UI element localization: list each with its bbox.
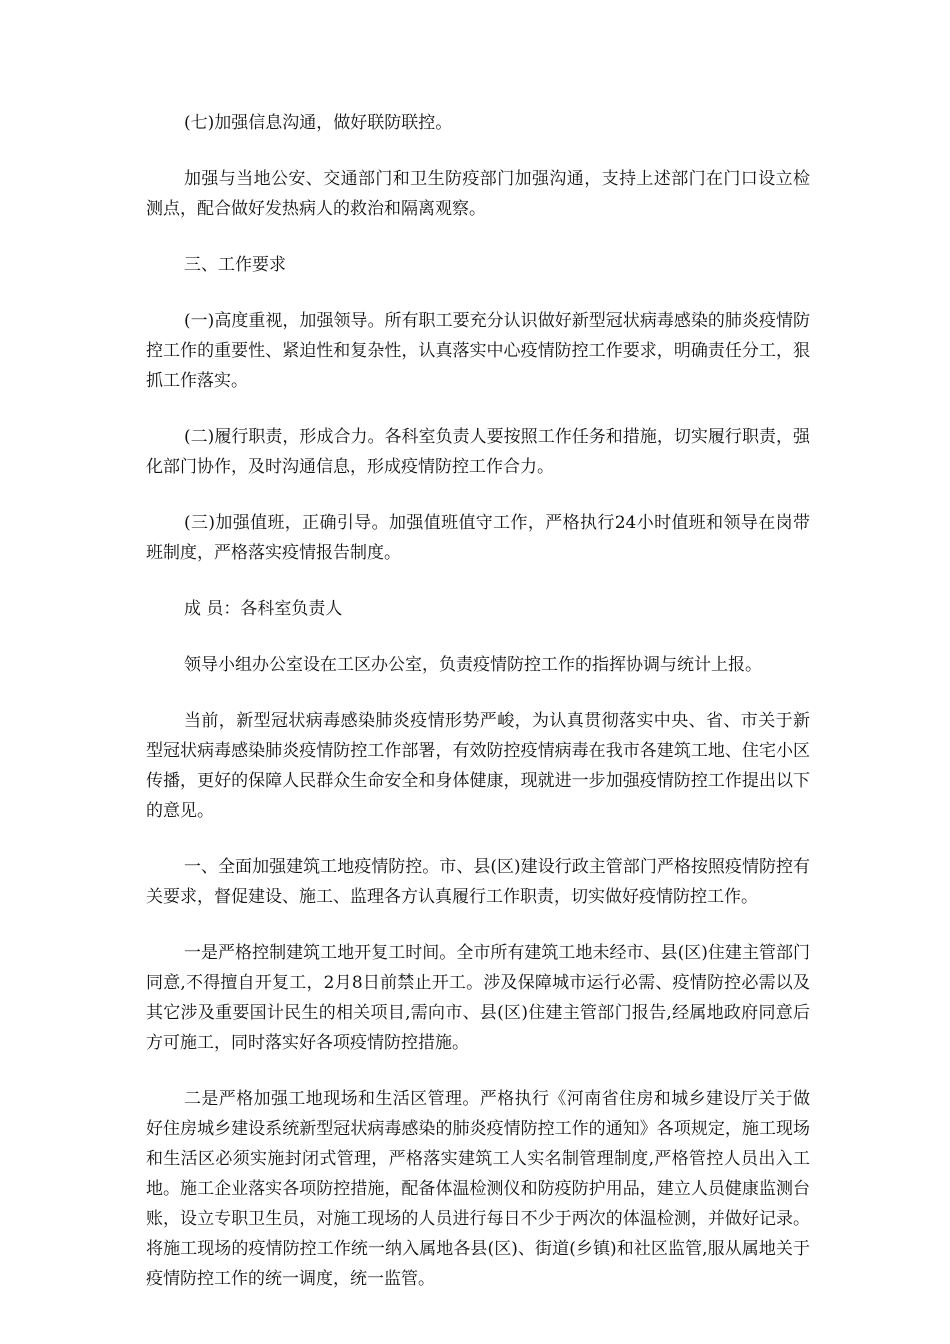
document-body bbox=[146, 108, 810, 1320]
paragraph-section-7-heading: (七)加强信息沟通，做好联防联控。 bbox=[184, 113, 453, 133]
paragraph-construction-control: 一、全面加强建筑工地疫情防控。市、县(区)建设行政主管部门严格按照疫情防控有关要求，督促建设、施工、监理各方认真履行工作职责，切实做好疫情防控工作。 bbox=[146, 857, 810, 907]
paragraph-work-requirements-heading: 三、工作要求 bbox=[184, 255, 286, 275]
paragraph-members: 成 员：各科室负责人 bbox=[184, 599, 343, 619]
paragraph-point-two: 二是严格加强工地现场和生活区管理。严格执行《河南省住房和城乡建设厅关于做好住房城乡建设系统新型冠状病毒感染的肺炎疫情防控工作的通知》各项规定，施工现场和生活区必须实施封闭式管理，严格落实建筑工人实名制管理制度,严格管控人员出入工地。施工企业落实各项防控措施，配备体温检测仪和防疫防护用品，建立人员健康监测台账，设立专职卫生员，对施工现场的人员进行每日不少于两次的体温检测，并做好记录。将施工现场的疫情防控工作统一纳入属地各县(区)、街道(乡镇)和社区监管,服从属地关于疫情防控工作的统一调度，统一监管。 bbox=[146, 1089, 810, 1289]
paragraph-intro: 当前，新型冠状病毒感染肺炎疫情形势严峻，为认真贯彻落实中央、省、市关于新型冠状病毒感染肺炎疫情防控工作部署，有效防控疫情病毒在我市各建筑工地、住宅小区传播，更好的保障人民群众生命安全和身体健康，现就进一步加强疫情防控工作提出以下的意见。 bbox=[146, 711, 810, 821]
paragraph-point-one: 一是严格控制建筑工地开复工时间。全市所有建筑工地未经市、县(区)住建主管部门同意,不得擅自开复工，2月8日前禁止开工。涉及保障城市运行必需、疫情防控必需以及其它涉及重要国计民生的相关项目,需向市、县(区)住建主管部门报告,经属地政府同意后方可施工，同时落实好各项疫情防控措施。 bbox=[146, 943, 810, 1053]
paragraph-coordination: 加强与当地公安、交通部门和卫生防疫部门加强沟通，支持上述部门在门口设立检测点，配合做好发热病人的救治和隔离观察。 bbox=[146, 169, 810, 219]
paragraph-requirement-1: (一)高度重视，加强领导。所有职工要充分认识做好新型冠状病毒感染的肺炎疫情防控工作的重要性、紧迫性和复杂性，认真落实中心疫情防控工作要求，明确责任分工，狠抓工作落实。 bbox=[146, 311, 810, 391]
paragraph-office: 领导小组办公室设在工区办公室，负责疫情防控工作的指挥协调与统计上报。 bbox=[184, 655, 762, 675]
paragraph-requirement-3: (三)加强值班，正确引导。加强值班值守工作，严格执行24小时值班和领导在岗带班制度，严格落实疫情报告制度。 bbox=[146, 513, 810, 563]
paragraph-requirement-2: (二)履行职责，形成合力。各科室负责人要按照工作任务和措施，切实履行职责，强化部门协作，及时沟通信息，形成疫情防控工作合力。 bbox=[146, 427, 810, 477]
